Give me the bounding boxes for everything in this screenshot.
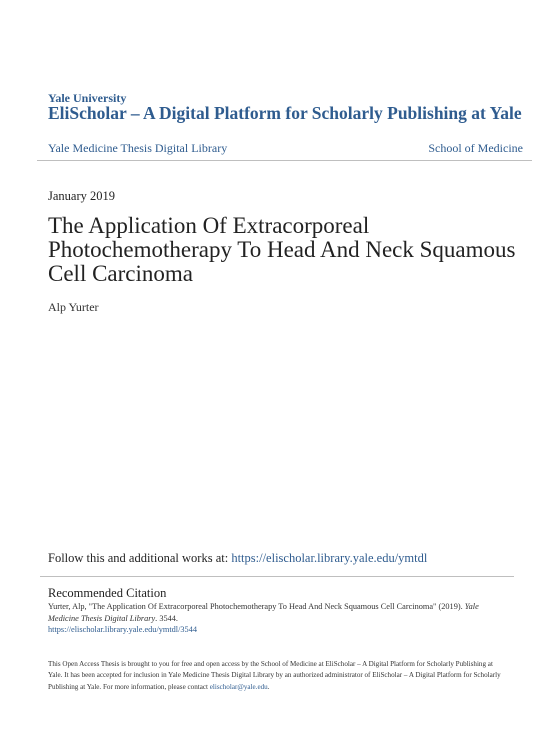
open-access-end: . — [267, 682, 270, 691]
citation-link[interactable]: https://elischolar.library.yale.edu/ymtdl/3544 — [48, 625, 198, 634]
citation-body: Yurter, Alp, "The Application Of Extracorporeal Photochemotherapy To Head And Neck Squamous Cell Carcinoma" (2019). — [48, 602, 465, 611]
citation-number: . 3544. — [155, 613, 178, 623]
university-name: Yale University — [48, 91, 127, 105]
open-access-text: This Open Access Thesis is brought to you for free and open access by the School of Medicine at EliScholar – A Digital Platform for Scholarly Publishing at Yale. It has been accepted for inclusion in Yale Medicine Thesis Digital Library by an authorized administrator of EliScholar – A Digital Platform for Scholarly Publishing at Yale. For more information, please contact — [48, 660, 501, 691]
follow-line — [48, 551, 427, 566]
header-divider — [37, 160, 532, 161]
citation-text — [48, 601, 498, 636]
platform-title[interactable]: EliScholar – A Digital Platform for Scholarly Publishing at Yale — [48, 103, 522, 123]
school-link[interactable]: School of Medicine — [428, 141, 523, 155]
open-access-note — [48, 659, 503, 693]
library-link[interactable]: Yale Medicine Thesis Digital Library — [48, 141, 228, 155]
document-title: The Application Of Extracorporeal Photochemotherapy To Head And Neck Squamous Cell Carcinoma — [48, 213, 516, 286]
publication-date: January 2019 — [48, 189, 115, 203]
follow-label: Follow this and additional works at: — [48, 551, 232, 565]
section-divider — [40, 576, 514, 577]
citation-series: Yale Medicine Thesis Digital Library — [48, 602, 479, 623]
contact-email-link[interactable]: elischolar@yale.edu — [209, 682, 268, 691]
author-name: Alp Yurter — [48, 300, 99, 314]
recommended-citation-heading: Recommended Citation — [48, 586, 167, 600]
collection-link[interactable]: https://elischolar.library.yale.edu/ymtdl — [231, 551, 428, 565]
